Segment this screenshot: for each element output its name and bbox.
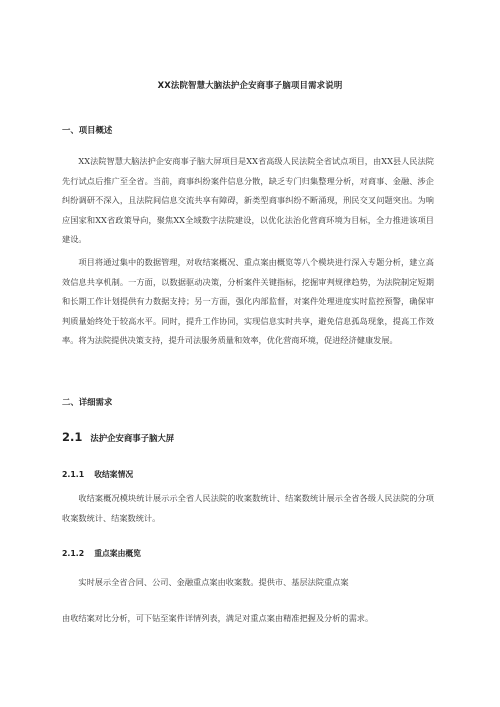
- subsection-number: 2.1: [62, 430, 83, 444]
- item-title: 收结案情况: [94, 470, 134, 479]
- subsection-title: 法护企安商事子脑大屏: [90, 433, 175, 443]
- section-heading-overview: 一、项目概述: [62, 125, 113, 135]
- section-heading-requirements: 二、详细需求: [62, 397, 113, 407]
- item-number: 2.1.1: [62, 470, 85, 479]
- item-paragraph-2-1-1: 收结案概况模块统计展示示全省人民法院的收案数统计、结案数统计展示全省各级人民法院的分项收案数统计、结案数统计。: [62, 493, 434, 523]
- item-heading-2-1-1: [62, 469, 133, 480]
- item-title: 重点案由概览: [94, 549, 141, 558]
- overview-paragraph-2: 项目将通过集中的数据管理，对收结案概况、重点案由概览等八个模块进行深入专题分析，建立高效信息共享机制。一方面，以数据驱动决策，分析案件关键指标，挖掘审判规律趋势，为法院制定短期和长期工作计划提供有力数据支持；另一方面，强化内部监督，对案件处理进度实时监控预警，确保审判质量始终处于较高水平。同时，提升工作协同，实现信息实时共享，避免信息孤岛现象，提高工作效率。将为法院提供决策支持，提升司法服务质量和效率，优化营商环境，促进经济健康发展。: [62, 257, 434, 345]
- item-paragraph-2-1-2a: 实时展示全省合同、公司、金融重点案由收案数。提供市、基层法院重点案: [78, 577, 349, 587]
- item-paragraph-2-1-2b: 由收结案对比分析，可下钻至案件详情列表，满足对重点案由精准把握及分析的需求。: [62, 613, 374, 623]
- item-number: 2.1.2: [62, 549, 85, 558]
- document-title: XX法院智慧大脑法护企安商事子脑项目需求说明: [157, 80, 343, 90]
- item-heading-2-1-2: [62, 548, 141, 559]
- overview-paragraph-1: XX法院智慧大脑法护企安商事子脑大屏项目是XX省高级人民法院全省试点项目，由XX县人民法院先行试点后推广至全省。当前，商事纠纷案件信息分散，缺乏专门归集整理分析，对商事、金融、涉企纠纷调研不深入，且法院间信息交流共享有障碍，新类型商事纠纷不断涌现，刑民交叉问题突出。为响应国家和XX省政策导向，聚焦XX全域数字法院建设，以优化法治化营商环境为目标，全力推进该项目建设。: [62, 156, 434, 244]
- subsection-heading-2-1: [62, 430, 174, 444]
